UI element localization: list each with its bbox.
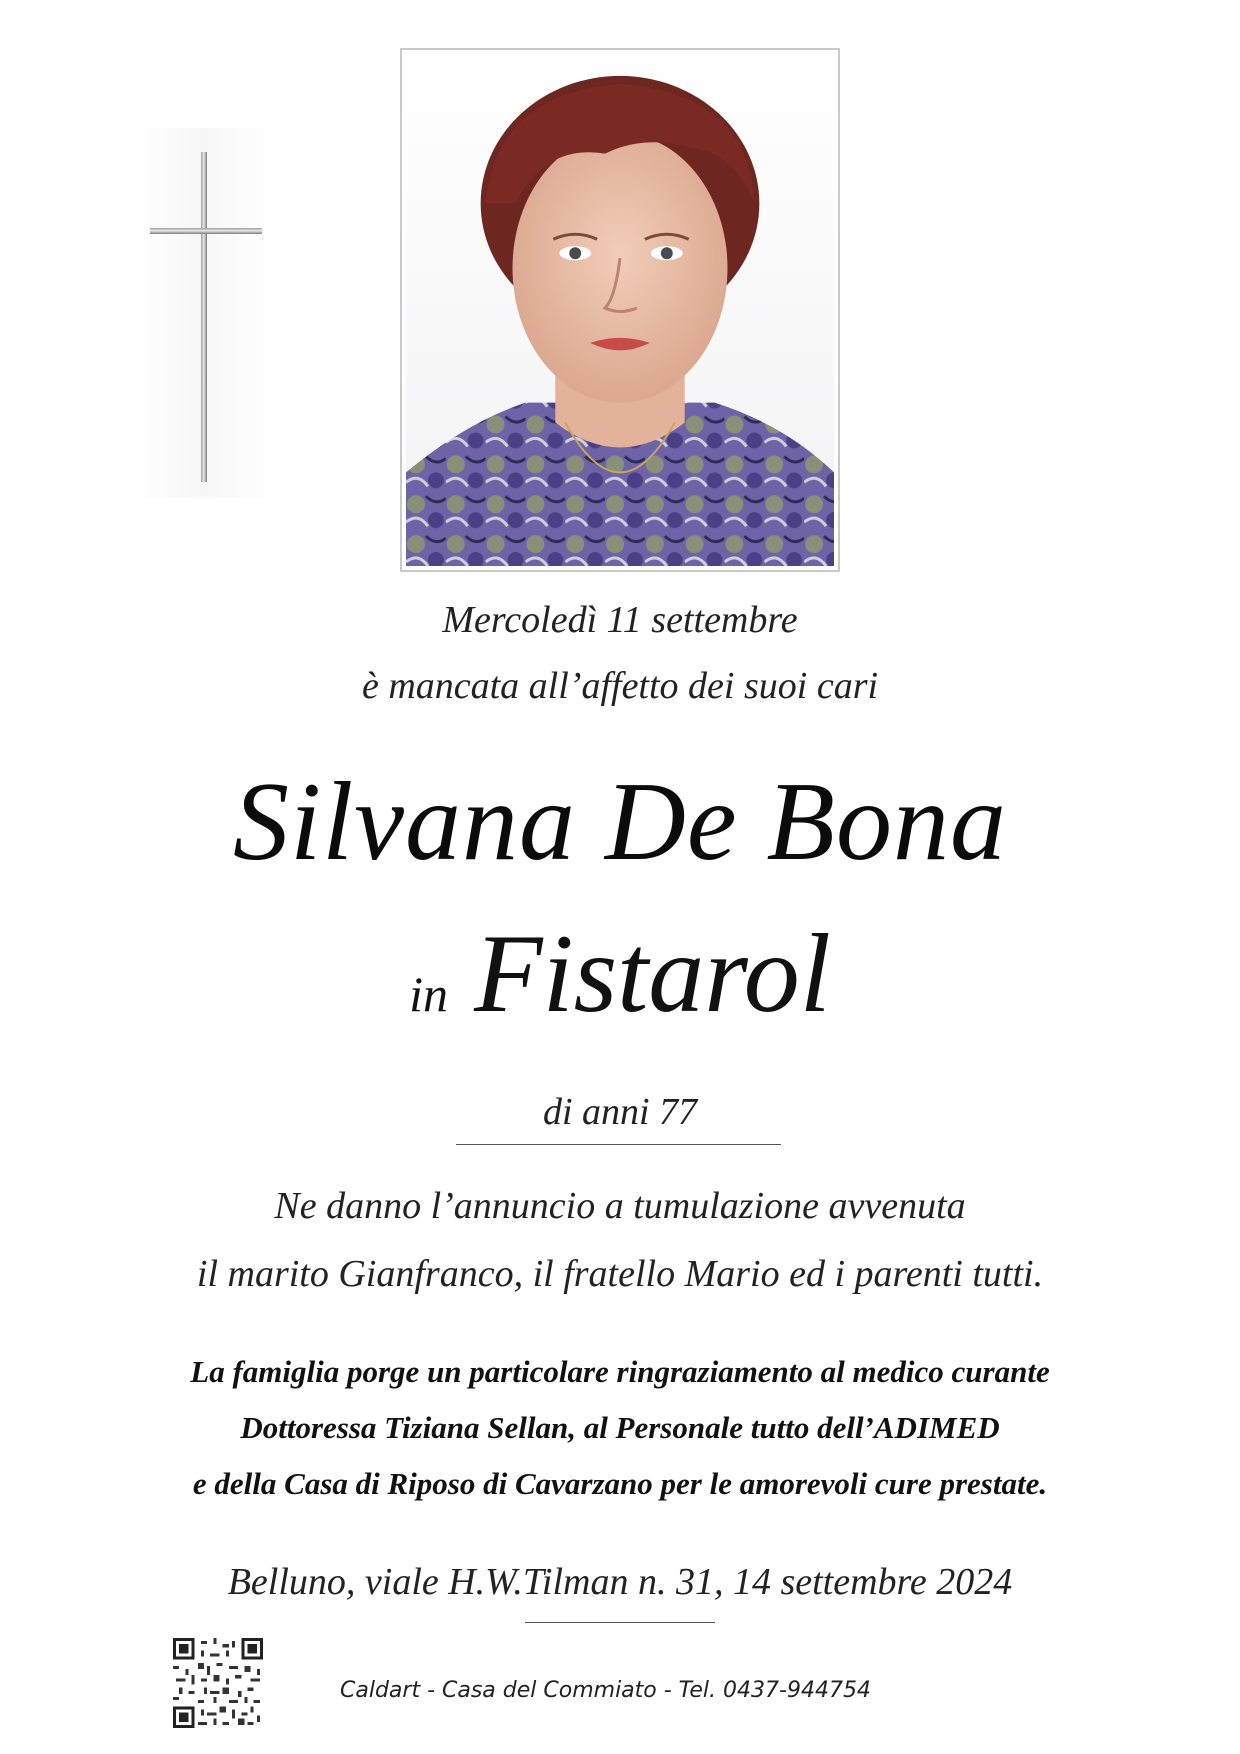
funeral-home-footer: Caldart - Casa del Commiato - Tel. 0437-944754 bbox=[340, 1678, 871, 1703]
intro-line: è mancata all’affetto dei suoi cari bbox=[361, 665, 879, 707]
place-date-line: Belluno, viale H.W.Tilman n. 31, 14 settembre 2024 bbox=[227, 1561, 1013, 1603]
announcement-line-1: Ne danno l’annuncio a tumulazione avvenuta bbox=[274, 1185, 966, 1227]
married-name-line bbox=[0, 910, 1240, 1039]
portrait-photo bbox=[400, 48, 840, 572]
thanks-line-2: Dottoressa Tiziana Sellan, al Personale tutto dell’ADIMED bbox=[240, 1410, 1000, 1445]
age-line: di anni 77 bbox=[542, 1091, 698, 1133]
married-prefix: in bbox=[409, 966, 449, 1022]
place-divider bbox=[525, 1622, 715, 1623]
age-divider bbox=[456, 1144, 781, 1145]
deceased-name: Silvana De Bona bbox=[233, 760, 1007, 884]
thanks-line-1: La famiglia porge un particolare ringraziamento al medico curante bbox=[190, 1354, 1050, 1389]
thanks-line-3: e della Casa di Riposo di Cavarzano per le amorevoli cure prestate. bbox=[192, 1466, 1048, 1501]
qr-code-icon bbox=[173, 1638, 263, 1728]
death-date-line: Mercoledì 11 settembre bbox=[442, 599, 798, 641]
married-name: Fistarol bbox=[474, 912, 831, 1036]
announcement-line-2: il marito Gianfranco, il fratello Mario ed i parenti tutti. bbox=[196, 1253, 1044, 1295]
